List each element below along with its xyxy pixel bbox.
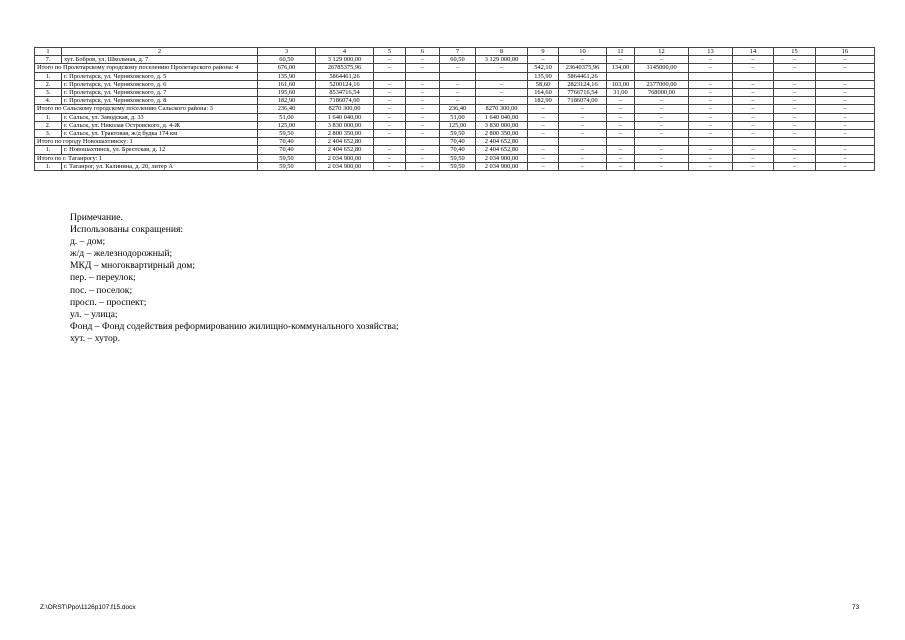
table-row: [35, 80, 875, 88]
table-body: [35, 48, 875, 171]
note-line: хут. – хутор.: [70, 332, 120, 344]
table-cell: г. Пролетарск, ул. Черняховского, д. 7: [62, 89, 258, 97]
notes-title: Примечание.: [70, 212, 123, 223]
table-cell: –: [607, 154, 635, 162]
table-cell: –: [374, 97, 406, 105]
table-cell: –: [733, 146, 774, 154]
table-cell: –: [528, 121, 559, 129]
table-cell: 11: [607, 48, 635, 56]
table-cell: 1 640 040,00: [476, 113, 528, 121]
table-cell: –: [635, 146, 689, 154]
table-cell: –: [635, 97, 689, 105]
table-cell: –: [816, 105, 875, 113]
table-row: [35, 130, 875, 138]
table-cell: 5: [374, 48, 406, 56]
table-cell: –: [528, 154, 559, 162]
table-cell: –: [816, 56, 875, 64]
table-cell: 8534716,54: [316, 89, 374, 97]
table-cell: –: [476, 64, 528, 72]
table-cell: 13: [689, 48, 733, 56]
table-cell: 3.: [35, 130, 62, 138]
table-cell: 23640375,96: [559, 64, 607, 72]
table-cell: 135,90: [258, 72, 316, 80]
table-cell: –: [607, 146, 635, 154]
table-cell: –: [374, 56, 406, 64]
table-cell: 2 034 900,00: [476, 162, 528, 170]
table-cell: 2.: [35, 80, 62, 88]
table-cell: –: [774, 97, 816, 105]
housing-register-table: [34, 47, 875, 171]
table-cell: 16: [816, 48, 875, 56]
table-cell: [774, 72, 816, 80]
table-cell: –: [559, 56, 607, 64]
table-cell: –: [689, 113, 733, 121]
table-cell: –: [689, 97, 733, 105]
table-cell: –: [374, 162, 406, 170]
table-cell: 8: [476, 48, 528, 56]
table-cell: 236,40: [258, 105, 316, 113]
table-total-row: [35, 154, 875, 162]
table-cell: 2.: [35, 121, 62, 129]
table-cell: –: [816, 146, 875, 154]
table-cell: 4: [316, 48, 374, 56]
table-cell: 1.: [35, 146, 62, 154]
note-line: д. – дом;: [70, 236, 106, 248]
table-cell: [406, 138, 440, 146]
table-cell: –: [733, 89, 774, 97]
table-cell: –: [733, 113, 774, 121]
table-cell: –: [816, 64, 875, 72]
table-cell: –: [374, 105, 406, 113]
table-cell: –: [406, 113, 440, 121]
table-cell: –: [635, 121, 689, 129]
table-cell: 3145000,00: [635, 64, 689, 72]
table-row: [35, 89, 875, 97]
table-row: [35, 113, 875, 121]
table-cell: г. Таганрог, ул. Калинина, д. 20, литер А: [62, 162, 258, 170]
table-cell: 7186074,00: [316, 97, 374, 105]
table-cell: 59,50: [258, 162, 316, 170]
table-cell: г. Сальск, ул. Николая Островского, д. 4-Ж: [62, 121, 258, 129]
table-cell: [689, 138, 733, 146]
table-cell: Итого по Пролетарскому городскому поселению Пролетарского района: 4: [35, 64, 258, 72]
table-cell: –: [374, 121, 406, 129]
table-cell: –: [607, 130, 635, 138]
table-cell: –: [607, 97, 635, 105]
table-cell: 59,50: [440, 154, 476, 162]
table-cell: –: [689, 154, 733, 162]
table-cell: 1: [35, 48, 62, 56]
table-cell: –: [559, 105, 607, 113]
table-cell: –: [689, 56, 733, 64]
table-cell: [406, 72, 440, 80]
table-cell: 3.: [35, 89, 62, 97]
table-cell: –: [406, 97, 440, 105]
table-cell: 135,90: [528, 72, 559, 80]
table-cell: 7: [440, 48, 476, 56]
table-cell: [733, 138, 774, 146]
table-cell: 8270 300,00: [316, 105, 374, 113]
table-cell: –: [774, 80, 816, 88]
table-cell: –: [689, 80, 733, 88]
table-cell: 51,00: [258, 113, 316, 121]
table-cell: [476, 72, 528, 80]
table-cell: –: [689, 121, 733, 129]
table-cell: –: [406, 121, 440, 129]
table-cell: –: [733, 105, 774, 113]
table-cell: –: [374, 64, 406, 72]
table-cell: –: [733, 97, 774, 105]
table-cell: 2 800 350,00: [476, 130, 528, 138]
table-cell: –: [733, 64, 774, 72]
table-cell: 2 404 652,80: [316, 138, 374, 146]
table-cell: –: [733, 121, 774, 129]
table-cell: –: [774, 113, 816, 121]
table-cell: –: [816, 162, 875, 170]
table-cell: –: [607, 105, 635, 113]
table-cell: –: [476, 80, 528, 88]
table-cell: г. Сальск, ул. Заводская, д. 33: [62, 113, 258, 121]
note-line: МКД – многоквартирный дом;: [70, 260, 196, 272]
table-cell: –: [607, 56, 635, 64]
table-cell: 59,50: [440, 162, 476, 170]
table-cell: 70,40: [440, 138, 476, 146]
table-cell: 31,00: [607, 89, 635, 97]
table-cell: –: [635, 154, 689, 162]
table-cell: –: [774, 162, 816, 170]
table-cell: –: [816, 121, 875, 129]
table-cell: –: [774, 130, 816, 138]
table-cell: –: [374, 113, 406, 121]
table-cell: 7.: [35, 56, 62, 64]
table-cell: –: [816, 113, 875, 121]
table-cell: –: [733, 154, 774, 162]
table-cell: 2 034 900,00: [316, 154, 374, 162]
table-cell: 2 034 900,00: [316, 162, 374, 170]
table-cell: 161,60: [258, 80, 316, 88]
table-cell: 15: [774, 48, 816, 56]
note-line: просп. – проспект;: [70, 296, 147, 308]
table-cell: –: [374, 154, 406, 162]
table-cell: 2: [62, 48, 258, 56]
table-cell: Итого по городу Новошахтинску: 1: [35, 138, 258, 146]
table-cell: –: [559, 130, 607, 138]
table-cell: –: [440, 89, 476, 97]
table-cell: г. Сальск, ул. Трактовая, ж/д будка 174 км: [62, 130, 258, 138]
table-cell: 70,40: [440, 146, 476, 154]
note-line: пер. – переулок;: [70, 272, 136, 284]
table-cell: 59,50: [258, 130, 316, 138]
table-cell: –: [816, 89, 875, 97]
table-cell: 1.: [35, 113, 62, 121]
table-cell: г. Пролетарск, ул. Черняховского, д. 5: [62, 72, 258, 80]
table-cell: –: [774, 64, 816, 72]
table-total-row: [35, 105, 875, 113]
table-cell: 3 830 000,00: [316, 121, 374, 129]
table-cell: 676,00: [258, 64, 316, 72]
table-cell: –: [528, 56, 559, 64]
table-cell: 60,50: [258, 56, 316, 64]
table-cell: 4.: [35, 97, 62, 105]
table-cell: –: [559, 154, 607, 162]
table-cell: 2 404 652,80: [316, 146, 374, 154]
table-cell: [607, 72, 635, 80]
table-cell: 59,50: [440, 130, 476, 138]
table-cell: –: [559, 146, 607, 154]
table-cell: –: [689, 105, 733, 113]
table-cell: 1.: [35, 162, 62, 170]
table-cell: 1.: [35, 72, 62, 80]
table-cell: 9: [528, 48, 559, 56]
table-cell: –: [476, 97, 528, 105]
table-cell: 2 034 900,00: [476, 154, 528, 162]
table-cell: –: [816, 154, 875, 162]
table-cell: [816, 138, 875, 146]
table-cell: [733, 72, 774, 80]
table-cell: –: [733, 80, 774, 88]
table-cell: –: [635, 56, 689, 64]
note-line: ул. – улица;: [70, 308, 118, 320]
table-cell: –: [528, 113, 559, 121]
table-cell: –: [528, 162, 559, 170]
table-cell: г. Пролетарск, ул. Черняховского, д. 6: [62, 80, 258, 88]
table-cell: –: [733, 162, 774, 170]
table-cell: [774, 138, 816, 146]
table-cell: –: [528, 105, 559, 113]
table-cell: 182,90: [528, 97, 559, 105]
table-cell: –: [476, 89, 528, 97]
table-cell: –: [816, 97, 875, 105]
footer-file-path: Z:\ORST\Ppo\1126p107.f15.docx: [40, 604, 136, 611]
table-cell: [374, 138, 406, 146]
table-cell: 2 404 652,80: [476, 146, 528, 154]
table-cell: –: [559, 162, 607, 170]
table-cell: –: [774, 146, 816, 154]
table-cell: –: [635, 130, 689, 138]
table-cell: [607, 138, 635, 146]
table-cell: г. Новошахтинск, ул. Брестская, д. 12: [62, 146, 258, 154]
table-cell: –: [559, 121, 607, 129]
note-line: Фонд – Фонд содействия реформированию жилищно-коммунального хозяйства;: [70, 320, 399, 332]
table-cell: [635, 138, 689, 146]
table-cell: –: [774, 154, 816, 162]
table-cell: –: [689, 89, 733, 97]
table-cell: 58,60: [528, 80, 559, 88]
note-line: Использованы сокращения:: [70, 224, 184, 236]
table-cell: 14: [733, 48, 774, 56]
table-cell: –: [406, 80, 440, 88]
table-cell: –: [406, 162, 440, 170]
table-total-row: [35, 64, 875, 72]
table-cell: 164,60: [528, 89, 559, 97]
table-cell: –: [689, 146, 733, 154]
table-cell: –: [635, 113, 689, 121]
table-cell: –: [406, 146, 440, 154]
table-cell: 60,50: [440, 56, 476, 64]
table-cell: –: [607, 162, 635, 170]
table-cell: 542,10: [528, 64, 559, 72]
table-cell: –: [733, 130, 774, 138]
table-total-row: [35, 138, 875, 146]
table-cell: [635, 72, 689, 80]
table-cell: 768000,00: [635, 89, 689, 97]
table-cell: [816, 72, 875, 80]
table-cell: –: [406, 130, 440, 138]
table-cell: [528, 138, 559, 146]
table-cell: 5200124,16: [316, 80, 374, 88]
table-cell: –: [528, 146, 559, 154]
table-cell: –: [607, 121, 635, 129]
table-cell: –: [816, 80, 875, 88]
table-cell: 12: [635, 48, 689, 56]
table-cell: –: [635, 162, 689, 170]
table-cell: –: [689, 162, 733, 170]
table-cell: 6: [406, 48, 440, 56]
table-cell: 8270 300,00: [476, 105, 528, 113]
table-cell: –: [528, 130, 559, 138]
table-cell: [689, 72, 733, 80]
table-cell: 195,60: [258, 89, 316, 97]
table-cell: –: [689, 64, 733, 72]
table-row: [35, 162, 875, 170]
table-cell: –: [406, 154, 440, 162]
table-cell: –: [774, 121, 816, 129]
table-cell: 3 129 000,00: [476, 56, 528, 64]
note-line: ж/д – железнодорожный;: [70, 248, 173, 260]
table-row: [35, 121, 875, 129]
table-cell: –: [774, 56, 816, 64]
table-cell: 2 404 652,80: [476, 138, 528, 146]
table-cell: –: [406, 105, 440, 113]
table-cell: хут. Бобров, ул. Школьная, д. 7: [62, 56, 258, 64]
table-cell: –: [406, 56, 440, 64]
table-cell: 236,40: [440, 105, 476, 113]
table-cell: –: [774, 89, 816, 97]
table-cell: 70,40: [258, 138, 316, 146]
note-line: пос. – поселок;: [70, 284, 133, 296]
table-cell: –: [816, 130, 875, 138]
table-cell: –: [689, 130, 733, 138]
table-cell: 26785375,96: [316, 64, 374, 72]
table-row: [35, 72, 875, 80]
table-cell: 2 800 350,00: [316, 130, 374, 138]
table-cell: 3 129 000,00: [316, 56, 374, 64]
table-cell: 3 830 000,00: [476, 121, 528, 129]
table-cell: 7766716,54: [559, 89, 607, 97]
table-cell: 182,90: [258, 97, 316, 105]
table-cell: –: [559, 113, 607, 121]
table-cell: 125,00: [440, 121, 476, 129]
table-cell: –: [635, 105, 689, 113]
table-cell: 134,00: [607, 64, 635, 72]
table-cell: 2823124,16: [559, 80, 607, 88]
table-cell: [374, 72, 406, 80]
table-cell: 70,40: [258, 146, 316, 154]
notes-block: [70, 212, 399, 345]
table-cell: 51,00: [440, 113, 476, 121]
table-cell: –: [733, 56, 774, 64]
table-cell: 125,00: [258, 121, 316, 129]
table-cell: 5864461,26: [559, 72, 607, 80]
table-cell: 3: [258, 48, 316, 56]
table-cell: Итого по Сальскому городскому поселению Сальского района: 3: [35, 105, 258, 113]
table-cell: [440, 72, 476, 80]
table-cell: –: [374, 89, 406, 97]
table-cell: 5864461,26: [316, 72, 374, 80]
table-row: [35, 56, 875, 64]
table-cell: –: [440, 80, 476, 88]
footer-page-number: 73: [852, 604, 860, 611]
table-cell: 2377000,00: [635, 80, 689, 88]
table-cell: 7186074,00: [559, 97, 607, 105]
table-cell: –: [374, 80, 406, 88]
table-cell: –: [607, 113, 635, 121]
table-cell: 1 640 040,00: [316, 113, 374, 121]
table-cell: 103,00: [607, 80, 635, 88]
table-cell: г. Пролетарск, ул. Черняховского, д. 8: [62, 97, 258, 105]
table-cell: 10: [559, 48, 607, 56]
table-row: [35, 97, 875, 105]
table-header-row: [35, 48, 875, 56]
table-row: [35, 146, 875, 154]
table-cell: –: [406, 89, 440, 97]
table-cell: –: [440, 64, 476, 72]
table-cell: –: [374, 130, 406, 138]
table-cell: Итого по г. Таганрогу: 1: [35, 154, 258, 162]
table-cell: 59,50: [258, 154, 316, 162]
table-cell: [559, 138, 607, 146]
table-cell: –: [440, 97, 476, 105]
table-cell: –: [406, 64, 440, 72]
table-cell: –: [774, 105, 816, 113]
table-cell: –: [374, 146, 406, 154]
